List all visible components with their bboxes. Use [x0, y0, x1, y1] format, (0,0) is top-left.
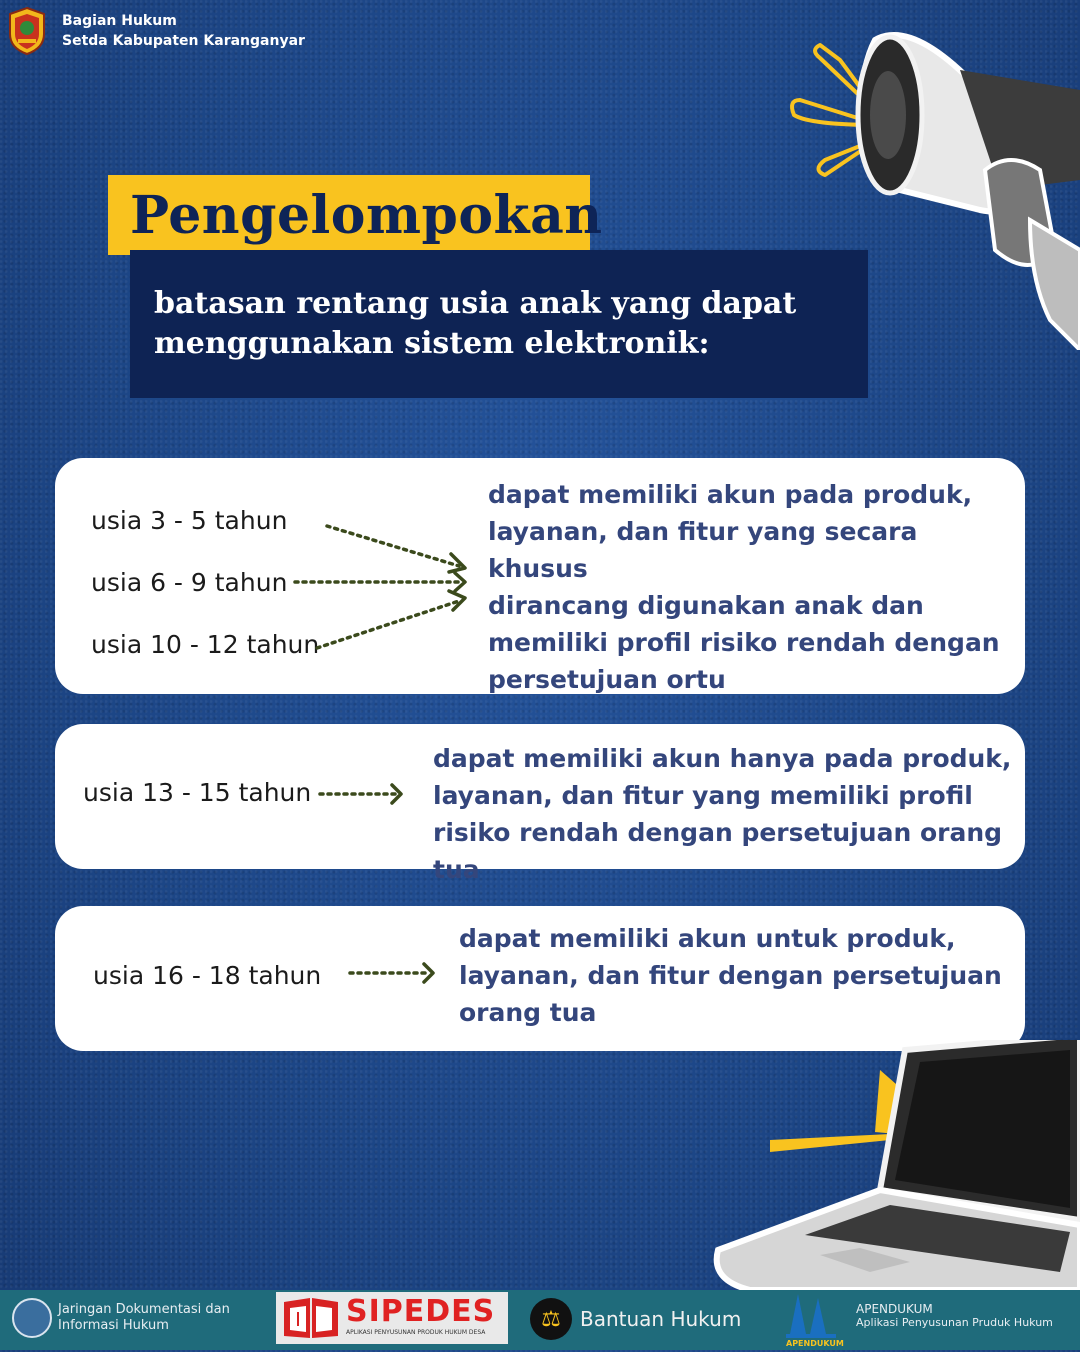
sipedes-link[interactable]: [276, 1292, 508, 1344]
sipedes-name: SIPEDES: [346, 1294, 496, 1329]
age-label: usia 10 - 12 tahun: [91, 630, 320, 659]
bantuan-hukum-label: Bantuan Hukum: [580, 1307, 742, 1331]
scales-icon: ⚖: [530, 1298, 572, 1340]
jdih-logo-icon: [12, 1298, 52, 1338]
apendukum-logo-text: APENDUKUM: [786, 1339, 844, 1348]
desc-line: layanan, dan fitur yang secara khusus: [488, 517, 918, 583]
apendukum-name: APENDUKUM: [856, 1302, 933, 1316]
book-scale-icon: [282, 1296, 340, 1340]
footer-bar: [0, 1290, 1080, 1350]
header-org-line1: Bagian Hukum: [62, 13, 177, 29]
desc-line: persetujuan ortu: [488, 665, 726, 694]
age-group-card-2: [55, 724, 1025, 884]
title-banner: [108, 175, 603, 255]
bantuan-hukum-link[interactable]: [530, 1298, 741, 1340]
apendukum-logo-icon: [784, 1294, 846, 1348]
desc-line: dapat memiliki akun untuk produk,: [459, 924, 956, 953]
age-group-card-1: [55, 458, 1025, 694]
desc-line: memiliki profil risiko rendah dengan: [488, 628, 1000, 657]
age-group-card-3: [55, 906, 1025, 1051]
sipedes-subtitle: APLIKASI PENYUSUNAN PRODUK HUKUM DESA: [346, 1329, 486, 1336]
apendukum-subtitle: Aplikasi Penyusunan Pruduk Hukum: [856, 1316, 1053, 1329]
group-description: [488, 476, 1025, 698]
laptop-icon: [710, 1040, 1080, 1290]
subtitle-banner: [130, 250, 868, 398]
subtitle-line1: batasan rentang usia anak yang dapat: [154, 286, 797, 321]
group-description: [433, 740, 1025, 888]
desc-line: layanan, dan fitur yang memiliki profil: [433, 781, 973, 810]
jdih-link[interactable]: [12, 1298, 230, 1338]
group-description: [459, 920, 1002, 1031]
desc-line: dapat memiliki akun pada produk,: [488, 480, 973, 509]
regency-crest-icon: [6, 6, 48, 56]
desc-line: layanan, dan fitur dengan persetujuan: [459, 961, 1002, 990]
header-org: [62, 11, 305, 51]
jdih-label: [58, 1302, 230, 1334]
desc-line: dirancang digunakan anak dan: [488, 591, 924, 620]
subtitle-line2: menggunakan sistem elektronik:: [154, 326, 710, 361]
page-title: Pengelompokan: [130, 184, 603, 246]
age-label: usia 16 - 18 tahun: [93, 961, 322, 990]
header: [6, 6, 305, 56]
header-org-line2: Setda Kabupaten Karanganyar: [62, 33, 305, 49]
desc-line: dapat memiliki akun hanya pada produk,: [433, 744, 1012, 773]
desc-line: orang tua: [459, 998, 597, 1027]
age-label: usia 13 - 15 tahun: [83, 778, 312, 807]
age-label: usia 3 - 5 tahun: [91, 506, 288, 535]
desc-line: risiko rendah dengan persetujuan orang tua: [433, 818, 1003, 884]
apendukum-link[interactable]: [784, 1294, 1053, 1352]
jdih-line2: Informasi Hukum: [58, 1318, 169, 1333]
age-label: usia 6 - 9 tahun: [91, 568, 288, 597]
jdih-line1: Jaringan Dokumentasi dan: [58, 1302, 230, 1317]
